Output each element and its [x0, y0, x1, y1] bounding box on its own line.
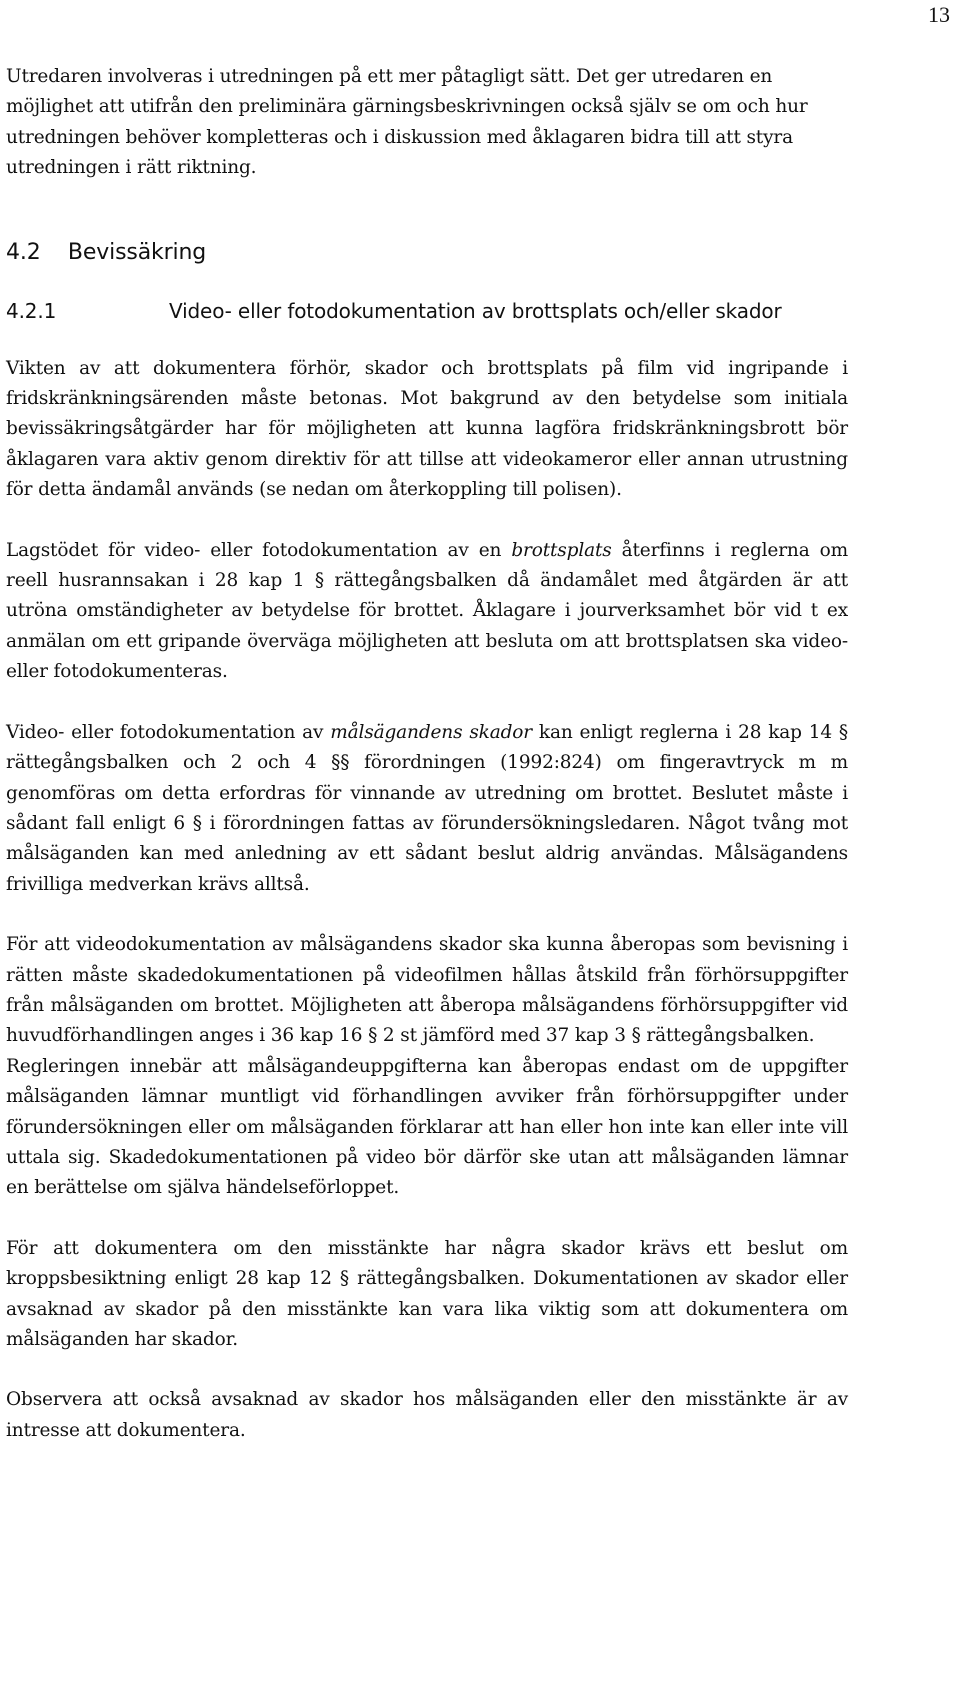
emphasis-malsagandens-skador: målsägandens skador	[330, 721, 532, 743]
paragraph-regulation: Regleringen innebär att målsägandeuppgifterna kan åberopas endast om de uppgifter målsäganden lämnar muntligt vid förhandlingen avviker från förhörsuppgifter under förundersökningen eller om målsäganden förklarar att han eller hon inte kan eller inte vill uttala sig. Skadedokumentationen på video bör därför ske utan att målsäganden lämnar en berättelse om själva händelseförloppet.	[6, 1055, 848, 1199]
section-heading	[6, 238, 848, 268]
section-title: Bevissäkring	[67, 239, 207, 265]
page-number: 13	[928, 2, 950, 27]
document-body	[6, 62, 848, 1446]
emphasis-brottsplats: brottsplats	[511, 539, 612, 561]
subsection-title: Video- eller fotodokumentation av brottsplats och/eller skador	[169, 298, 782, 323]
subsection-number: 4.2.1	[6, 298, 57, 323]
paragraph-victim-injuries: Video- eller fotodokumentation av målsägandens skador kan enligt reglerna i 28 kap 14 § rättegångsbalken och 2 och 4 §§ förordningen (1992:824) om fingeravtryck m m genomföras om detta erfordras för vinnande av utredning om brottet. Beslutet måste i sådant fall enligt 6 § i förordningen fattas av förundersökningsledaren. Något tvång mot målsäganden kan med anledning av ett sådant beslut aldrig användas. Målsägandens frivilliga medverkan krävs alltså.	[6, 721, 849, 895]
paragraph-observe: Observera att också avsaknad av skador hos målsäganden eller den misstänkte är av intresse att dokumentera.	[6, 1389, 848, 1441]
paragraph-suspect-injuries: För att dokumentera om den misstänkte har några skador krävs ett beslut om kroppsbesiktning enligt 28 kap 12 § rättegångsbalken. Dokumentationen av skador eller avsaknad av skador på den misstänkte kan vara lika viktig som att dokumentera om målsäganden har skador.	[6, 1237, 848, 1350]
intro-paragraph: Utredaren involveras i utredningen på ett mer påtagligt sätt. Det ger utredaren en möjlighet att utifrån den preliminära gärningsbeskrivningen också själv se om och hur utredningen behöver kompletteras och i diskussion med åklagaren bidra till att styra utredningen i rätt riktning.	[6, 66, 808, 179]
subsection-heading	[6, 296, 848, 326]
paragraph-evidence-use: För att videodokumentation av målsägandens skador ska kunna åberopas som bevisning i rätten måste skadedokumentationen på videofilmen hållas åtskild från förhörsuppgifter från målsäganden om brottet. Möjligheten att åberopa målsägandens förhörsuppgifter vid huvudförhandlingen anges i 36 kap 16 § 2 st jämförd med 37 kap 3 § rättegångsbalken.	[6, 934, 848, 1047]
paragraph-crime-scene: Lagstödet för video- eller fotodokumentation av en brottsplats återfinns i reglerna om reell husrannsakan i 28 kap 1 § rättegångsbalken då ändamålet med åtgärden är att utröna omständigheter av betydelse för brottet. Åklagare i jourverksamhet bör vid t ex anmälan om ett gripande överväga möjligheten att besluta om att brottsplatsen ska video- eller fotodokumenteras.	[6, 539, 848, 683]
paragraph-video-importance: Vikten av att dokumentera förhör, skador och brottsplats på film vid ingripande i fridskränkningsärenden måste betonas. Mot bakgrund av den betydelse som initiala bevissäkringsåtgärder har för möjligheten att kunna lagföra fridskränkningsbrott bör åklagaren vara aktiv genom direktiv för att tillse att videokameror eller annan utrustning för detta ändamål används (se nedan om återkoppling till polisen).	[6, 357, 848, 501]
section-number: 4.2	[6, 239, 41, 265]
